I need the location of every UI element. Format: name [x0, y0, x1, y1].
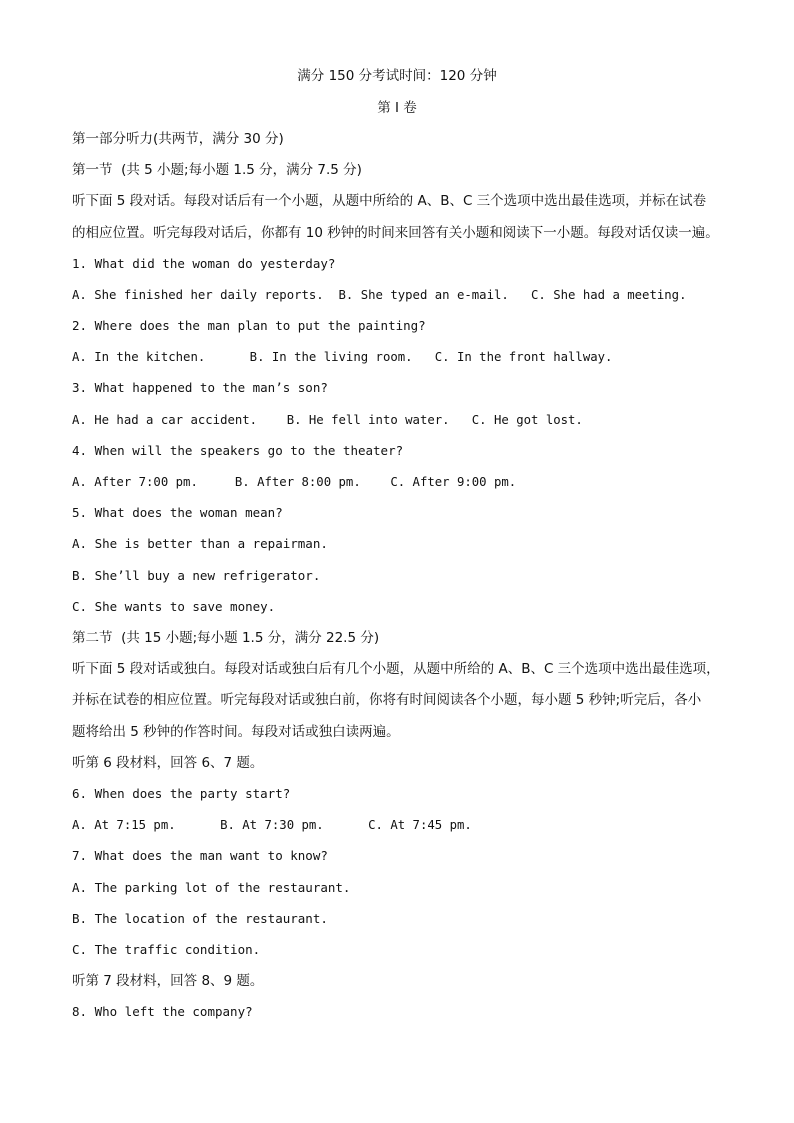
question-2-options: A. In the kitchen. B. In the living room. C. In the front hallway. — [72, 350, 613, 364]
question-4-options: A. After 7:00 pm. B. After 8:00 pm. C. After 9:00 pm. — [72, 475, 517, 489]
question-7-option-a: A. The parking lot of the restaurant. — [72, 880, 351, 895]
section1-instructions-line1: 听下面 5 段对话。每段对话后有一个小题，从题中所给的 A、B、C 三个选项中选出最佳选项，并标在试卷 — [72, 193, 707, 209]
question-6-options: A. At 7:15 pm. B. At 7:30 pm. C. At 7:45 pm. — [72, 818, 472, 832]
question-7-option-b: B. The location of the restaurant. — [72, 911, 328, 926]
section1-instructions-line2: 的相应位置。听完每段对话后，你都有 10 秒钟的时间来回答有关小题和阅读下一小题。每段对话仅读一遍。 — [72, 225, 719, 241]
volume-title: 第 I 卷 — [377, 100, 417, 116]
question-6-stem: 6. When does the party start? — [72, 786, 291, 801]
question-5-option-a: A. She is better than a repairman. — [72, 536, 328, 551]
material-7-heading: 听第 7 段材料，回答 8、9 题。 — [72, 973, 264, 989]
section1-title: 第一节 (共 5 小题;每小题 1.5 分，满分 7.5 分) — [72, 162, 362, 178]
question-1-options: A. She finished her daily reports. B. She typed an e-mail. C. She had a meeting. — [72, 288, 687, 302]
question-5-option-b: B. She’ll buy a new refrigerator. — [72, 568, 321, 583]
question-8-stem: 8. Who left the company? — [72, 1004, 253, 1019]
question-5-option-c: C. She wants to save money. — [72, 599, 276, 614]
section2-instructions-line1: 听下面 5 段对话或独白。每段对话或独白后有几个小题，从题中所给的 A、B、C 三个选项中选出最佳选项， — [72, 661, 720, 677]
question-2-stem: 2. Where does the man plan to put the painting? — [72, 318, 426, 333]
section2-title: 第二节 (共 15 小题;每小题 1.5 分，满分 22.5 分) — [72, 630, 380, 646]
exam-info: 满分 150 分考试时间：120 分钟 — [297, 68, 497, 84]
question-7-stem: 7. What does the man want to know? — [72, 848, 328, 863]
question-5-stem: 5. What does the woman mean? — [72, 505, 283, 520]
section2-instructions-line2: 并标在试卷的相应位置。听完每段对话或独白前，你将有时间阅读各个小题，每小题 5 秒钟;听完后，各小 — [72, 692, 702, 708]
part1-title: 第一部分听力(共两节，满分 30 分) — [72, 131, 284, 147]
question-1-stem: 1. What did the woman do yesterday? — [72, 256, 336, 271]
question-3-options: A. He had a car accident. B. He fell into water. C. He got lost. — [72, 413, 583, 427]
question-4-stem: 4. When will the speakers go to the theater? — [72, 443, 404, 458]
question-7-option-c: C. The traffic condition. — [72, 942, 261, 957]
section2-instructions-line3: 题将给出 5 秒钟的作答时间。每段对话或独白读两遍。 — [72, 724, 400, 740]
material-6-heading: 听第 6 段材料，回答 6、7 题。 — [72, 755, 264, 771]
question-3-stem: 3. What happened to the man’s son? — [72, 380, 328, 395]
